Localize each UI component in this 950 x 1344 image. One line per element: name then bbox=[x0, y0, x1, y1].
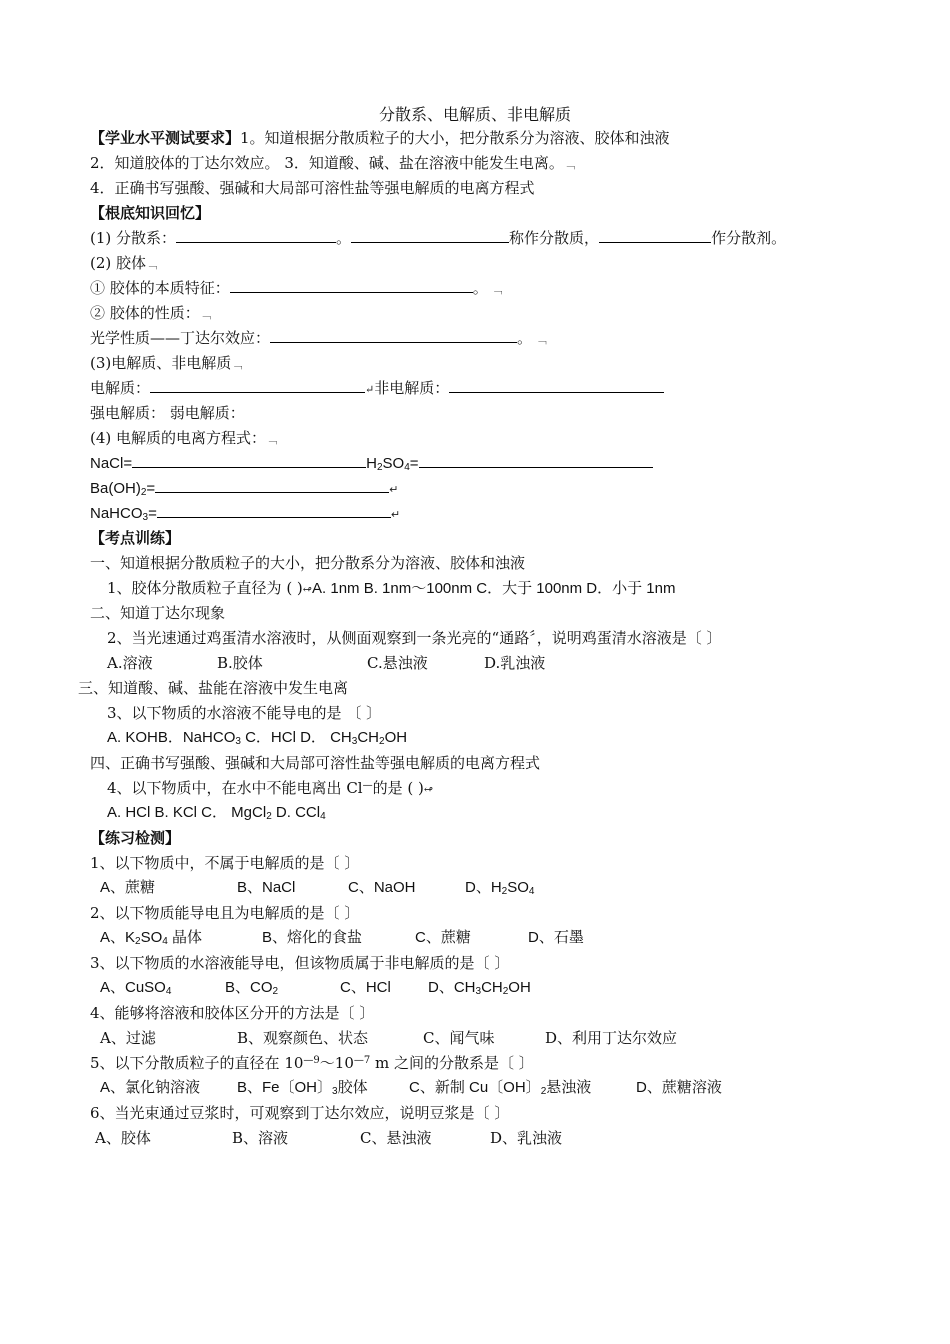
answer-blank[interactable] bbox=[599, 228, 711, 243]
option-d: D、蔗糖溶液 bbox=[636, 1079, 722, 1096]
requirements-line-1 bbox=[90, 128, 670, 148]
answer-blank[interactable] bbox=[155, 478, 389, 493]
answer-blank[interactable] bbox=[157, 503, 391, 518]
exam-section-1: 一、知道根据分散质粒子的大小，把分散系分为溶液、胶体和浊液 bbox=[90, 554, 526, 572]
option-b: B、熔化的食盐 bbox=[262, 929, 363, 946]
answer-blank[interactable] bbox=[270, 328, 517, 343]
option-c: C、悬浊液 bbox=[360, 1129, 432, 1147]
exam-question-4: 4、以下物质中，在水中不能电离出 Cl—的是 ( )↫ bbox=[107, 779, 434, 797]
option-c: C、HCl bbox=[340, 979, 391, 996]
exam-question-2: 2、当光速通过鸡蛋清水溶液时，从侧面观察到一条光亮的“通路〞，说明鸡蛋清水溶液是〔 〕 bbox=[107, 629, 722, 647]
option-a: A、氯化钠溶液 bbox=[100, 1079, 201, 1096]
answer-blank[interactable] bbox=[132, 453, 366, 468]
nahco3-formula: NaHCO$_3$= bbox=[90, 505, 157, 523]
practice-question-5: 5、以下分散质粒子的直径在 $10^{—9}\sim 10^{—7}$ m 之间的分散系是〔 〕 bbox=[90, 1054, 534, 1072]
exam-section-2: 二、知道丁达尔现象 bbox=[90, 604, 226, 622]
paragraph-mark-icon: ﹁ bbox=[231, 358, 243, 371]
basic-line-ionization bbox=[90, 428, 277, 450]
exam-section-4: 四、正确书写强酸、强碱和大局部可溶性盐等强电解质的电离方程式 bbox=[90, 754, 541, 772]
option-c: C、蔗糖 bbox=[415, 929, 471, 946]
answer-blank[interactable] bbox=[351, 228, 509, 243]
option-c: C、新制 Cu〔OH〕$_2$悬浊液 bbox=[409, 1079, 592, 1097]
requirements-label: 【学业水平测试要求】 bbox=[90, 129, 241, 147]
option-d: D.乳浊液 bbox=[484, 654, 546, 672]
answer-blank[interactable] bbox=[419, 453, 653, 468]
basic-line-essence bbox=[90, 278, 502, 300]
practice-heading: 【练习检测】 bbox=[90, 829, 181, 847]
answer-blank[interactable] bbox=[176, 228, 336, 243]
nacl-formula: NaCl= bbox=[90, 455, 133, 472]
colloid-label: (2) 胶体 bbox=[90, 254, 147, 272]
requirement-2-3: 2．知道胶体的丁达尔效应。 3．知道酸、碱、盐在溶液中能发生电离。 bbox=[90, 154, 564, 172]
ionization-label: (4) 电解质的电离方程式： bbox=[90, 429, 267, 447]
exam-section-3: 三、知道酸、碱、盐能在溶液中发生电离 bbox=[78, 679, 349, 697]
practice-question-4: 4、能够将溶液和胶体区分开的方法是〔 〕 bbox=[90, 1004, 375, 1022]
option-a: A、CuSO$_4$ bbox=[100, 979, 172, 997]
requirement-4: 4．正确书写强酸、强碱和大局部可溶性盐等强电解质的电离方程式 bbox=[90, 179, 535, 197]
anchor-mark-icon: ↫ bbox=[302, 583, 313, 596]
page-title: 分散系、电解质、非电解质 bbox=[378, 105, 571, 124]
option-c: C、闻气味 bbox=[423, 1029, 495, 1047]
option-d: D、$H_2SO_4$ bbox=[465, 879, 535, 897]
strong-weak-electrolyte: 强电解质： 弱电解质： bbox=[90, 404, 245, 422]
exam-question-3: 3、以下物质的水溶液不能导电的是 〔 〕 bbox=[107, 704, 382, 722]
paragraph-mark-icon: ﹁ bbox=[199, 308, 211, 321]
electrolyte-heading: (3)电解质、非电解质 bbox=[90, 354, 232, 372]
practice-question-6-options bbox=[95, 1128, 563, 1148]
paragraph-mark-icon: ﹁ bbox=[563, 158, 575, 171]
answer-blank[interactable] bbox=[449, 378, 664, 393]
dispersion-label: (1) 分散系： bbox=[90, 229, 177, 247]
option-b: B、$CO_2$ bbox=[225, 979, 279, 997]
essence-label: ① 胶体的本质特征： bbox=[90, 279, 230, 297]
line-break-mark-icon: ↵ bbox=[365, 383, 375, 396]
option-c: C、NaOH bbox=[348, 879, 416, 896]
equation-nahco3 bbox=[90, 503, 400, 525]
option-d: D、石墨 bbox=[528, 929, 584, 946]
practice-question-6: 6、当光束通过豆浆时，可观察到丁达尔效应，说明豆浆是〔 〕 bbox=[90, 1104, 510, 1122]
basic-line-properties bbox=[90, 303, 211, 325]
basic-line-definitions bbox=[90, 378, 664, 400]
paragraph-mark-icon: ﹁ bbox=[266, 433, 278, 446]
punct: 。 bbox=[517, 329, 533, 347]
exam-points-heading: 【考点训练】 bbox=[90, 529, 181, 547]
basic-line-dispersion bbox=[90, 228, 786, 248]
option-d: D、乳浊液 bbox=[490, 1129, 563, 1147]
baoh2-formula: $Ba(OH)_2=$ bbox=[90, 480, 156, 498]
option-b: B、溶液 bbox=[232, 1129, 289, 1147]
answer-blank[interactable] bbox=[150, 378, 365, 393]
paragraph-mark-icon: ﹁ bbox=[532, 333, 547, 346]
option-a: A、蔗糖 bbox=[100, 879, 156, 896]
dispersion-medium-label: 作分散剂。 bbox=[711, 229, 787, 247]
requirements-line-2 bbox=[90, 153, 575, 175]
line-break-mark-icon: ↵ bbox=[389, 484, 399, 496]
question-1-stem: 1、胶体分散质粒子直径为 ( ) bbox=[107, 579, 303, 597]
equation-baoh2 bbox=[90, 478, 398, 500]
option-b: B、NaCl bbox=[237, 879, 296, 896]
requirement-1: 1。知道根据分散质粒子的大小，把分散系分为溶液、胶体和浊液 bbox=[240, 129, 670, 147]
answer-blank[interactable] bbox=[230, 278, 473, 293]
punct: 。 bbox=[336, 229, 352, 247]
exam-question-4-options: A. HCl B. KCl C． MgCl$_2$ D. CCl$_4$ bbox=[107, 804, 326, 822]
dispersed-phase-label: 称作分散质， bbox=[509, 229, 600, 247]
exam-question-1 bbox=[107, 578, 675, 600]
basic-line-tyndall bbox=[90, 328, 547, 350]
option-a: A、胶体 bbox=[95, 1129, 151, 1147]
paragraph-mark-icon: ﹁ bbox=[146, 258, 158, 271]
option-a: A、$K_2SO_4$ 晶体 bbox=[100, 929, 202, 947]
practice-question-1: 1、以下物质中，不属于电解质的是〔 〕 bbox=[90, 854, 360, 872]
basic-line-electrolyte bbox=[90, 353, 242, 375]
practice-question-3-options bbox=[100, 978, 531, 998]
practice-question-3: 3、以下物质的水溶液能导电，但该物质属于非电解质的是〔 〕 bbox=[90, 954, 510, 972]
h2so4-formula: $H_2SO_4=$ bbox=[366, 455, 419, 473]
exam-question-2-options bbox=[107, 653, 546, 673]
practice-question-2: 2、以下物质能导电且为电解质的是〔 〕 bbox=[90, 904, 360, 922]
non-electrolyte-label: 非电解质： bbox=[374, 379, 450, 397]
option-c: C.悬浊液 bbox=[367, 654, 428, 672]
properties-label: ② 胶体的性质： bbox=[90, 304, 200, 322]
question-1-options: A. 1nm B. 1nm～100nm C．大于 100nm D．小于 1nm bbox=[312, 580, 676, 597]
line-break-mark-icon: ↵ bbox=[390, 509, 401, 521]
anchor-mark-icon: ↫ bbox=[423, 783, 434, 796]
paragraph-mark-icon: ﹁ bbox=[487, 283, 503, 296]
option-a: A、过滤 bbox=[100, 1029, 156, 1047]
tyndall-label: 光学性质——丁达尔效应： bbox=[90, 329, 271, 347]
electrolyte-label: 电解质： bbox=[90, 379, 151, 397]
practice-question-4-options bbox=[100, 1028, 678, 1048]
basic-line-colloid bbox=[90, 253, 157, 275]
option-a: A.溶液 bbox=[107, 654, 153, 672]
punct: 。 bbox=[472, 279, 488, 297]
practice-question-5-options bbox=[100, 1078, 722, 1098]
basic-knowledge-heading: 【根底知识回忆】 bbox=[90, 204, 211, 222]
exam-question-3-options: A. KOHB．NaHCO$_3$ C．HCl D． $CH_3CH_2OH$ bbox=[107, 729, 408, 747]
option-d: D、$CH_3CH_2OH$ bbox=[428, 979, 531, 997]
practice-question-2-options bbox=[100, 928, 584, 948]
option-b: B、观察颜色、状态 bbox=[237, 1029, 369, 1047]
option-b: B.胶体 bbox=[217, 654, 263, 672]
option-b: B、Fe〔OH〕$_3$胶体 bbox=[237, 1079, 368, 1097]
equation-nacl-h2so4 bbox=[90, 453, 653, 474]
practice-question-1-options bbox=[100, 878, 535, 898]
option-d: D、利用丁达尔效应 bbox=[545, 1029, 678, 1047]
